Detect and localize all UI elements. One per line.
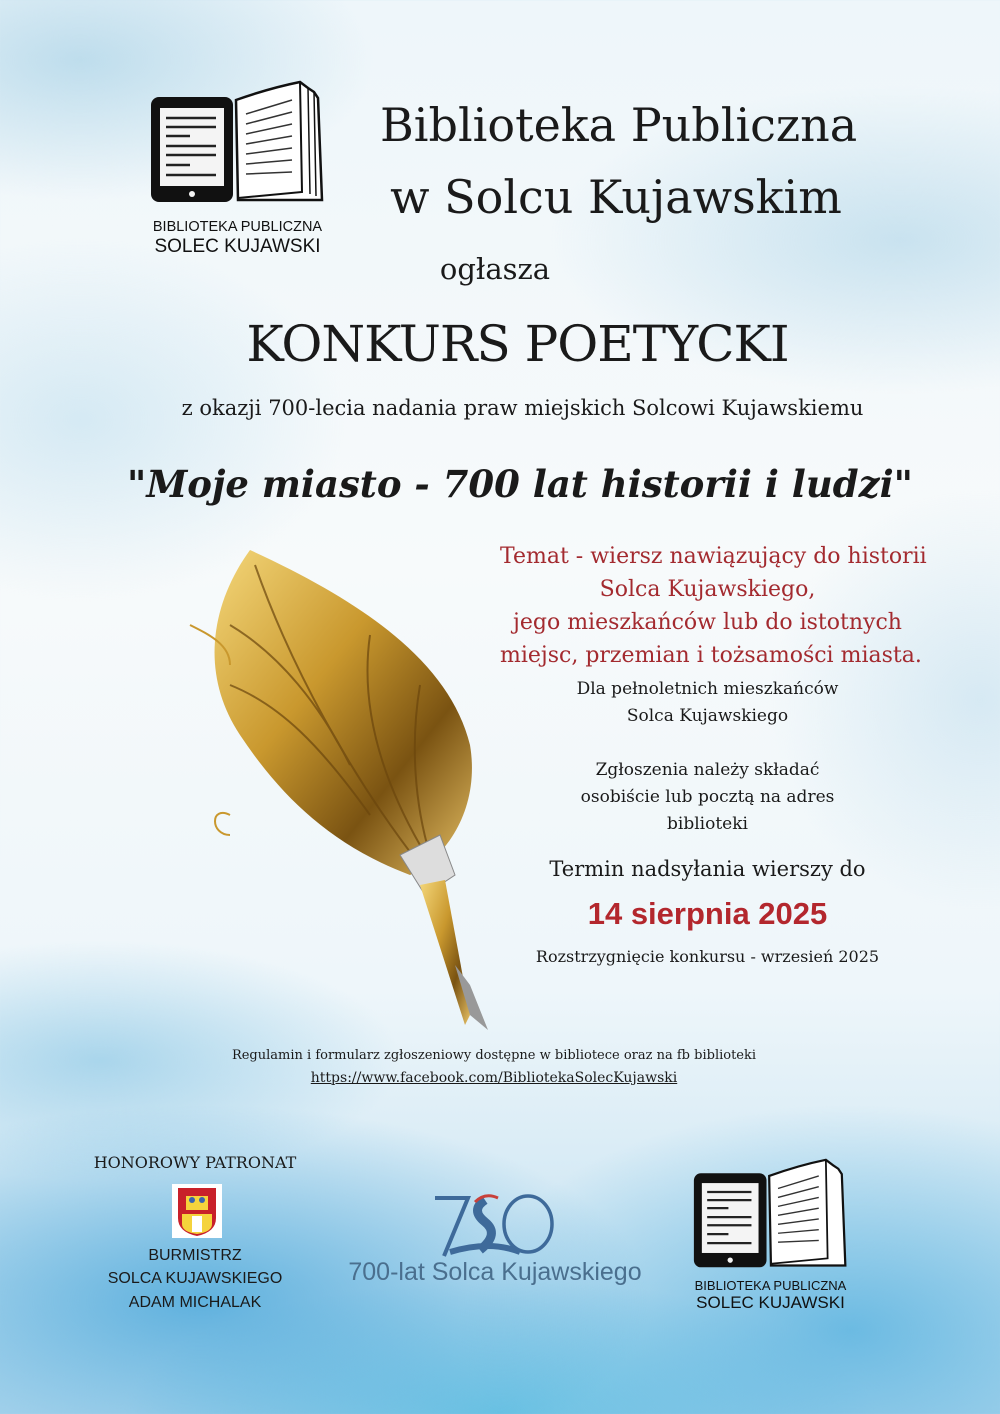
theme-line-2: Solca Kujawskiego, xyxy=(599,577,816,602)
submission-line-3: biblioteki xyxy=(667,814,748,834)
logo-line-2: SOLEC KUJAWSKI xyxy=(154,236,321,257)
anniversary-logo-icon xyxy=(430,1190,560,1260)
facebook-link[interactable]: https://www.facebook.com/BibliotekaSolecKujawski xyxy=(310,1070,678,1086)
library-logo-bottom xyxy=(693,1158,848,1313)
submission-line-2: osobiście lub pocztą na adres xyxy=(580,787,835,807)
patronage-title: HONOROWY PATRONAT xyxy=(93,1153,297,1172)
audience-line-2: Solca Kujawskiego xyxy=(626,706,789,726)
deadline-date: 14 sierpnia 2025 xyxy=(587,896,828,931)
patron-line-1: BURMISTRZ xyxy=(148,1247,242,1264)
announces-text: ogłasza xyxy=(439,252,551,286)
ebook-book-icon xyxy=(150,80,325,205)
rules-note: Regulamin i formularz zgłoszeniowy dostępne w bibliotece oraz na fb biblioteki xyxy=(231,1048,757,1063)
submission-line-1: Zgłoszenia należy składać xyxy=(595,760,820,780)
deadline-label: Termin nadsyłania wierszy do xyxy=(549,857,866,881)
logo-line-1: BIBLIOTEKA PUBLICZNA xyxy=(152,219,323,235)
theme-line-1: Temat - wiersz nawiązujący do historii xyxy=(500,544,927,569)
patron-line-3: ADAM MICHALAK xyxy=(128,1294,262,1311)
contest-title: KONKURS POETYCKI xyxy=(246,315,789,373)
contest-motto: "Moje miasto - 700 lat historii i ludzi" xyxy=(127,462,913,506)
theme-line-4: miejsc, przemian i tożsamości miasta. xyxy=(500,643,922,668)
library-logo-top xyxy=(150,80,325,260)
logo-line-1: BIBLIOTEKA PUBLICZNA xyxy=(694,1278,847,1293)
theme-line-3: jego mieszkańców lub do istotnych xyxy=(513,610,902,635)
logo-line-2: SOLEC KUJAWSKI xyxy=(696,1293,845,1312)
contest-occasion: z okazji 700-lecia nadania praw miejskich Solcowi Kujawskiemu xyxy=(181,396,864,420)
results-date: Rozstrzygnięcie konkursu - wrzesień 2025 xyxy=(535,947,880,966)
title-line-2: w Solcu Kujawskim xyxy=(390,170,842,224)
anniversary-text: 700-lat Solca Kujawskiego xyxy=(348,1258,642,1286)
town-crest-icon xyxy=(172,1184,222,1238)
details-block xyxy=(500,540,927,970)
audience-line-1: Dla pełnoletnich mieszkańców xyxy=(576,679,839,699)
ebook-book-icon xyxy=(693,1158,848,1270)
golden-quill-icon xyxy=(170,545,510,1035)
title-line-1: Biblioteka Publiczna xyxy=(380,98,858,152)
patron-line-2: SOLCA KUJAWSKIEGO xyxy=(107,1270,283,1287)
